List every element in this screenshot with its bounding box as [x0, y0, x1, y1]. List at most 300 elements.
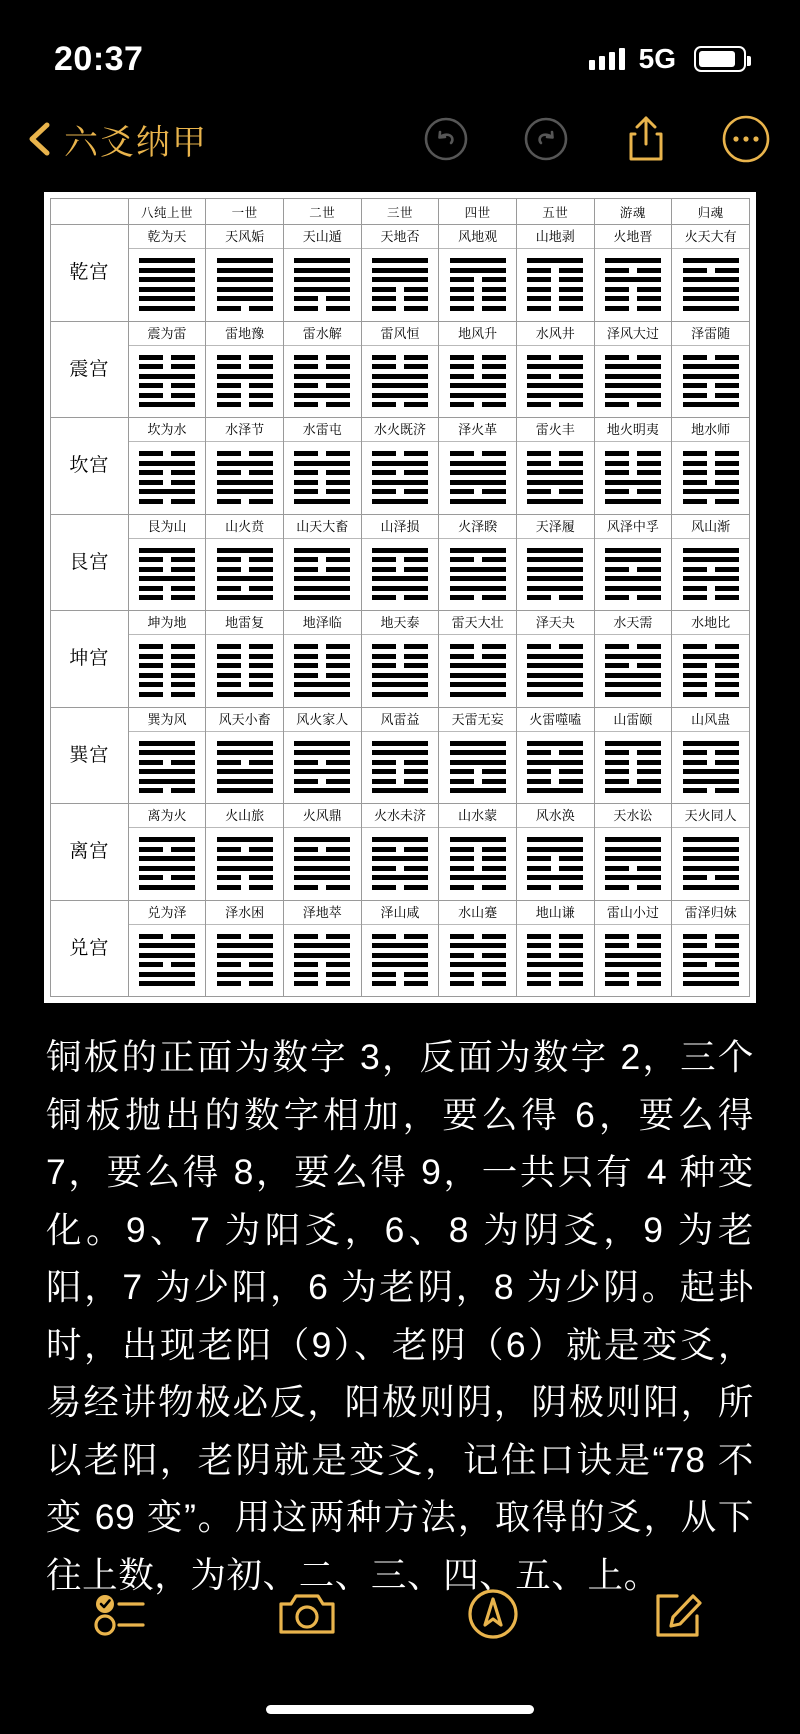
yang-line: [139, 461, 195, 466]
hexagram-cell: [594, 514, 672, 611]
yin-line: [450, 856, 506, 861]
yang-line: [450, 962, 506, 967]
hexagram-lines: [206, 539, 283, 611]
yang-line: [683, 779, 739, 784]
yang-line: [683, 287, 739, 292]
yin-line: [683, 760, 739, 765]
yang-line: [372, 480, 428, 485]
yin-line: [527, 296, 583, 301]
yin-line: [294, 673, 350, 678]
yin-line: [527, 402, 583, 407]
yin-line: [450, 306, 506, 311]
yin-line: [217, 663, 273, 668]
yin-line: [139, 470, 195, 475]
yin-line: [217, 355, 273, 360]
yang-line: [683, 557, 739, 562]
hexagram-name: 泽天夬: [517, 611, 594, 635]
yin-line: [139, 499, 195, 504]
chevron-left-icon[interactable]: [22, 121, 58, 157]
yang-line: [605, 856, 661, 861]
hexagram-lines: [672, 732, 749, 804]
yin-line: [372, 287, 428, 292]
column-header: 四世: [439, 199, 517, 225]
hexagram-cell: [128, 611, 206, 708]
yang-line: [217, 769, 273, 774]
yin-line: [372, 402, 428, 407]
note-body-text[interactable]: 铜板的正面为数字 3，反面为数字 2，三个铜板抛出的数字相加，要么得 6，要么得 7，要么得 8，要么得 9，一共只有 4 种变化。9、7 为阳爻，6、8 为阴爻，9 为老阳，7 为少阳，6 为老阴，8 为少阴。起卦时，出现老阳（9）、老阴（6）就是变爻，易经讲物极必反，阳极则阴，阴极则阳，所以老阳，老阴就是变爻，记住口诀是“78 不变 69 变”。用这两种方法，取得的爻，从下往上数，为初、二、三、四、五、上。: [46, 1037, 754, 1595]
yin-line: [450, 972, 506, 977]
yang-line: [605, 875, 661, 880]
share-icon[interactable]: [622, 115, 670, 163]
yin-line: [450, 953, 506, 958]
yin-line: [372, 557, 428, 562]
yin-line: [139, 595, 195, 600]
yang-line: [372, 837, 428, 842]
yang-line: [372, 499, 428, 504]
yang-line: [683, 654, 739, 659]
hexagram-lines: [439, 925, 516, 997]
hexagram-cell: [439, 321, 517, 418]
hexagram-name: 火雷噬嗑: [517, 708, 594, 732]
camera-icon[interactable]: [270, 1577, 344, 1651]
yin-line: [294, 981, 350, 986]
column-header: 一世: [206, 199, 284, 225]
yin-line: [683, 461, 739, 466]
hexagram-cell: [283, 418, 361, 515]
hexagram-lines: [284, 539, 361, 611]
status-time: 20:37: [54, 39, 144, 78]
hexagram-lines: [129, 539, 206, 611]
yin-line: [217, 760, 273, 765]
yin-line: [372, 355, 428, 360]
yin-line: [217, 383, 273, 388]
yin-line: [527, 489, 583, 494]
hexagram-name: 坎为水: [129, 418, 206, 442]
hexagram-name: 风雷益: [362, 708, 439, 732]
yin-line: [450, 769, 506, 774]
hexagram-name: 水山蹇: [439, 901, 516, 925]
yang-line: [372, 383, 428, 388]
hexagram-name: 山风蛊: [672, 708, 749, 732]
hexagram-name: 山火贲: [206, 515, 283, 539]
yin-line: [683, 962, 739, 967]
more-ellipsis-icon[interactable]: [722, 115, 770, 163]
hexagram-lines: [362, 925, 439, 997]
yang-line: [605, 654, 661, 659]
yin-line: [450, 451, 506, 456]
signal-bars-icon: [589, 48, 625, 70]
yin-line: [605, 296, 661, 301]
yin-line: [527, 306, 583, 311]
palace-label: 坎宫: [51, 418, 129, 515]
yang-line: [372, 953, 428, 958]
yang-line: [605, 374, 661, 379]
yang-line: [294, 837, 350, 842]
yang-line: [294, 258, 350, 263]
hexagram-lines: [129, 732, 206, 804]
hexagram-cell: [361, 321, 439, 418]
yang-line: [372, 692, 428, 697]
yang-line: [527, 682, 583, 687]
yin-line: [139, 644, 195, 649]
hexagram-cell: [594, 900, 672, 997]
yang-line: [605, 788, 661, 793]
yin-line: [217, 306, 273, 311]
hexagram-name: 艮为山: [129, 515, 206, 539]
yin-line: [605, 489, 661, 494]
hexagram-name: 风火家人: [284, 708, 361, 732]
yin-line: [605, 287, 661, 292]
yin-line: [527, 451, 583, 456]
hexagram-name: 水泽节: [206, 418, 283, 442]
yin-line: [372, 779, 428, 784]
yin-line: [605, 981, 661, 986]
yin-line: [372, 364, 428, 369]
yang-line: [217, 856, 273, 861]
hexagram-lines: [595, 442, 672, 514]
hexagram-lines: [284, 442, 361, 514]
yin-line: [527, 981, 583, 986]
hexagram-lines: [517, 442, 594, 514]
battery-icon: [694, 46, 746, 72]
yin-line: [372, 769, 428, 774]
yang-line: [450, 673, 506, 678]
yin-line: [683, 355, 739, 360]
yang-line: [217, 374, 273, 379]
yin-line: [372, 595, 428, 600]
yin-line: [217, 654, 273, 659]
yin-line: [683, 682, 739, 687]
hexagram-lines: [595, 346, 672, 418]
hexagram-cell: [206, 225, 284, 322]
hexagram-cell: [516, 900, 594, 997]
yin-line: [217, 673, 273, 678]
hexagram-name: 天山遁: [284, 225, 361, 249]
yang-line: [450, 461, 506, 466]
yang-line: [605, 480, 661, 485]
yin-line: [217, 364, 273, 369]
yin-line: [450, 489, 506, 494]
hexagram-cell: [206, 514, 284, 611]
yang-line: [294, 866, 350, 871]
yin-line: [450, 374, 506, 379]
yang-line: [683, 296, 739, 301]
yang-line: [683, 364, 739, 369]
yang-line: [527, 499, 583, 504]
yang-line: [372, 393, 428, 398]
hexagram-cell: [128, 514, 206, 611]
yang-line: [450, 470, 506, 475]
hexagram-name: 泽火革: [439, 418, 516, 442]
yang-line: [683, 277, 739, 282]
column-header: 八纯上世: [128, 199, 206, 225]
hexagram-name: 泽雷随: [672, 322, 749, 346]
yin-line: [372, 470, 428, 475]
markup-pen-icon[interactable]: [456, 1577, 530, 1651]
yin-line: [217, 847, 273, 852]
yin-line: [294, 489, 350, 494]
yin-line: [294, 470, 350, 475]
hexagram-lines: [362, 828, 439, 900]
hexagram-name: 地风升: [439, 322, 516, 346]
undo-icon[interactable]: [422, 115, 470, 163]
yin-line: [294, 557, 350, 562]
yang-line: [217, 953, 273, 958]
yang-line: [450, 567, 506, 572]
table-row: [51, 804, 750, 901]
yang-line: [372, 461, 428, 466]
yin-line: [683, 692, 739, 697]
page-title: 六爻纳甲: [64, 123, 208, 162]
hexagram-name: 雷火丰: [517, 418, 594, 442]
yang-line: [139, 943, 195, 948]
yang-line: [217, 788, 273, 793]
hexagram-name: 天地否: [362, 225, 439, 249]
yin-line: [139, 586, 195, 591]
hexagram-cell: [283, 804, 361, 901]
yang-line: [372, 962, 428, 967]
yin-line: [683, 393, 739, 398]
checklist-icon[interactable]: [84, 1577, 158, 1651]
hexagram-lines: [672, 442, 749, 514]
hexagram-name: 天雷无妄: [439, 708, 516, 732]
hexagram-table: [50, 198, 750, 997]
yin-line: [294, 644, 350, 649]
yang-line: [605, 837, 661, 842]
yin-line: [294, 306, 350, 311]
yin-line: [217, 981, 273, 986]
yang-line: [139, 856, 195, 861]
hexagram-cell: [206, 611, 284, 708]
yin-line: [527, 355, 583, 360]
yang-line: [139, 268, 195, 273]
palace-label: 艮宫: [51, 514, 129, 611]
yang-line: [139, 306, 195, 311]
yang-line: [683, 856, 739, 861]
yang-line: [527, 576, 583, 581]
hexagram-lines: [672, 925, 749, 997]
yang-line: [372, 943, 428, 948]
yang-line: [294, 586, 350, 591]
column-header: 游魂: [594, 199, 672, 225]
yang-line: [217, 489, 273, 494]
yang-line: [605, 499, 661, 504]
hexagram-cell: [361, 707, 439, 804]
yang-line: [683, 847, 739, 852]
yang-line: [217, 576, 273, 581]
yin-line: [372, 306, 428, 311]
yang-line: [527, 837, 583, 842]
hexagram-name: 地水师: [672, 418, 749, 442]
yang-line: [527, 383, 583, 388]
yin-line: [139, 654, 195, 659]
palace-label: 离宫: [51, 804, 129, 901]
yin-line: [217, 393, 273, 398]
yang-line: [605, 557, 661, 562]
yin-line: [450, 355, 506, 360]
hexagram-lines: [517, 828, 594, 900]
yang-line: [217, 480, 273, 485]
hexagram-cell: [283, 611, 361, 708]
hexagram-cell: [283, 321, 361, 418]
yang-line: [605, 953, 661, 958]
yang-line: [605, 586, 661, 591]
yang-line: [217, 741, 273, 746]
yang-line: [217, 461, 273, 466]
table-row: [51, 611, 750, 708]
yin-line: [450, 277, 506, 282]
yang-line: [372, 586, 428, 591]
hexagram-name: 火地晋: [595, 225, 672, 249]
yang-line: [217, 972, 273, 977]
yin-line: [527, 595, 583, 600]
yang-line: [139, 548, 195, 553]
yin-line: [605, 461, 661, 466]
yang-line: [450, 741, 506, 746]
hexagram-cell: [594, 804, 672, 901]
yang-line: [294, 268, 350, 273]
yang-line: [372, 856, 428, 861]
yin-line: [527, 934, 583, 939]
yang-line: [294, 374, 350, 379]
yang-line: [294, 788, 350, 793]
hexagram-name: 天风姤: [206, 225, 283, 249]
hexagram-cell: [128, 707, 206, 804]
yin-line: [683, 499, 739, 504]
yang-line: [527, 875, 583, 880]
yin-line: [139, 355, 195, 360]
hexagram-cell: [283, 707, 361, 804]
yang-line: [294, 769, 350, 774]
yin-line: [450, 885, 506, 890]
status-bar: [0, 0, 800, 96]
yang-line: [605, 258, 661, 263]
yin-line: [217, 451, 273, 456]
yin-line: [372, 644, 428, 649]
yang-line: [527, 557, 583, 562]
hexagram-lines: [595, 925, 672, 997]
yin-line: [294, 779, 350, 784]
redo-icon[interactable]: [522, 115, 570, 163]
yang-line: [683, 981, 739, 986]
hexagram-lines: [595, 828, 672, 900]
yin-line: [683, 644, 739, 649]
hexagram-cell: [206, 804, 284, 901]
hexagram-cell: [361, 418, 439, 515]
hexagram-name: 风天小畜: [206, 708, 283, 732]
yin-line: [372, 663, 428, 668]
hexagram-table-image[interactable]: [44, 192, 756, 1003]
yang-line: [294, 393, 350, 398]
yin-line: [217, 557, 273, 562]
yin-line: [294, 663, 350, 668]
yang-line: [450, 480, 506, 485]
hexagram-cell: [594, 321, 672, 418]
yin-line: [450, 847, 506, 852]
yin-line: [294, 383, 350, 388]
yang-line: [139, 489, 195, 494]
yin-line: [294, 296, 350, 301]
yang-line: [683, 306, 739, 311]
hexagram-cell: [206, 900, 284, 997]
yin-line: [372, 296, 428, 301]
yin-line: [139, 962, 195, 967]
yin-line: [605, 470, 661, 475]
yang-line: [217, 692, 273, 697]
hexagram-name: 火水未济: [362, 804, 439, 828]
yin-line: [294, 972, 350, 977]
hexagram-lines: [517, 925, 594, 997]
hexagram-name: 风水涣: [517, 804, 594, 828]
yin-line: [372, 934, 428, 939]
yang-line: [372, 788, 428, 793]
hexagram-cell: [361, 611, 439, 708]
hexagram-cell: [516, 418, 594, 515]
hexagram-lines: [129, 828, 206, 900]
yin-line: [372, 885, 428, 890]
yang-line: [294, 461, 350, 466]
hexagram-name: 雷天大壮: [439, 611, 516, 635]
hexagram-cell: [361, 514, 439, 611]
hexagram-name: 山天大畜: [284, 515, 361, 539]
yin-line: [683, 788, 739, 793]
yang-line: [217, 595, 273, 600]
hexagram-lines: [517, 635, 594, 707]
hexagram-lines: [595, 249, 672, 321]
yin-line: [217, 885, 273, 890]
yang-line: [372, 750, 428, 755]
palace-label: 震宫: [51, 321, 129, 418]
hexagram-lines: [672, 539, 749, 611]
yang-line: [450, 837, 506, 842]
yin-line: [294, 364, 350, 369]
yin-line: [527, 268, 583, 273]
yin-line: [294, 355, 350, 360]
yang-line: [372, 682, 428, 687]
yang-line: [605, 364, 661, 369]
hexagram-name: 风山渐: [672, 515, 749, 539]
yang-line: [139, 953, 195, 958]
hexagram-lines: [362, 249, 439, 321]
hexagram-cell: [516, 514, 594, 611]
yang-line: [139, 981, 195, 986]
hexagram-cell: [283, 900, 361, 997]
hexagram-name: 火风鼎: [284, 804, 361, 828]
yang-line: [139, 750, 195, 755]
yin-line: [683, 595, 739, 600]
hexagram-cell: [672, 418, 750, 515]
yin-line: [527, 750, 583, 755]
yin-line: [139, 673, 195, 678]
yin-line: [450, 557, 506, 562]
hexagram-name: 火天大有: [672, 225, 749, 249]
table-row: [51, 900, 750, 997]
hexagram-name: 火泽睽: [439, 515, 516, 539]
hexagram-cell: [672, 611, 750, 708]
yin-line: [372, 866, 428, 871]
yang-line: [605, 847, 661, 852]
hexagram-lines: [439, 828, 516, 900]
yang-line: [217, 750, 273, 755]
yang-line: [683, 576, 739, 581]
hexagram-lines: [517, 249, 594, 321]
hexagram-lines: [439, 635, 516, 707]
yin-line: [217, 875, 273, 880]
yin-line: [372, 567, 428, 572]
hexagram-cell: [361, 225, 439, 322]
yang-line: [217, 296, 273, 301]
compose-icon[interactable]: [642, 1577, 716, 1651]
